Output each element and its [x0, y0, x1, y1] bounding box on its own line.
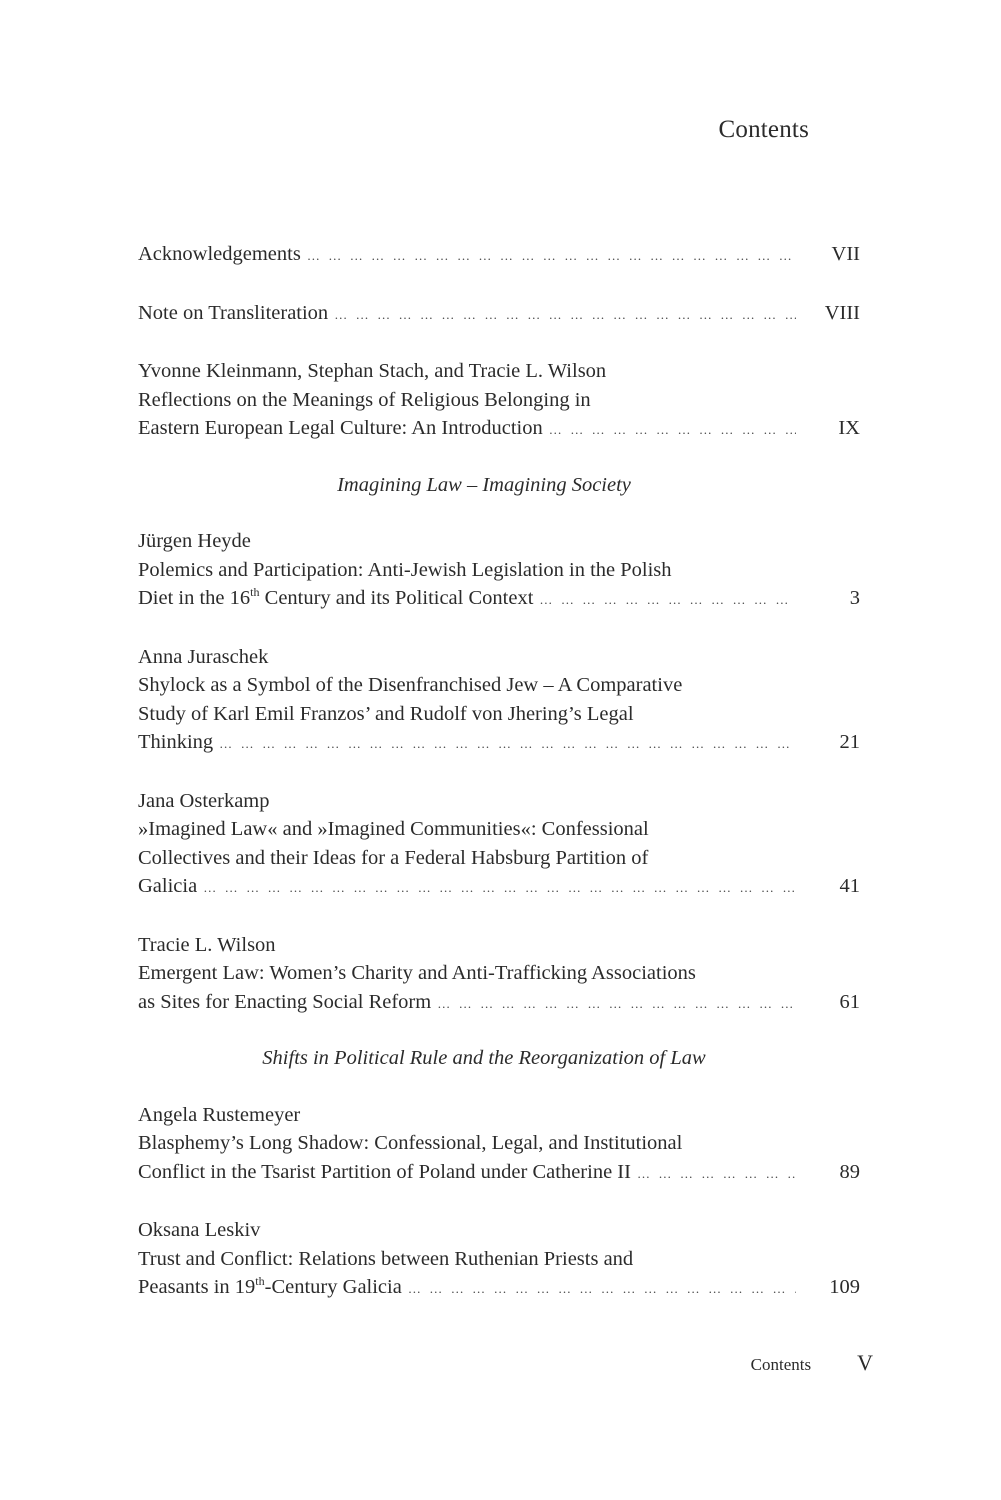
section-heading-imagining-law: Imagining Law – Imagining Society	[337, 473, 631, 496]
toc-entry-title-line: Eastern European Legal Culture: An Introduction	[138, 417, 543, 439]
toc-page-number: 21	[839, 731, 860, 753]
toc-entry-author: Tracie L. Wilson	[138, 933, 276, 956]
dot-leader	[203, 874, 796, 903]
toc-entry-title-line: Galicia	[138, 875, 198, 897]
page-title: Contents	[718, 116, 809, 143]
toc-entry-introduction[interactable]	[138, 357, 860, 443]
toc-page-number: VIII	[824, 301, 860, 324]
dot-leader	[307, 242, 796, 271]
toc-page-number: 61	[839, 990, 860, 1013]
toc-entry-author: Jürgen Heyde	[138, 530, 251, 552]
toc-entry-author: Anna Juraschek	[138, 645, 269, 668]
dot-leader	[637, 1160, 796, 1189]
toc-entry-title-line: Emergent Law: Women’s Charity and Anti-Trafficking Associations	[138, 962, 696, 984]
toc-entry-leskiv[interactable]	[138, 1216, 860, 1302]
toc-entry-acknowledgements[interactable]	[138, 240, 860, 269]
running-footer	[751, 1350, 873, 1376]
dot-leader	[219, 730, 796, 759]
table-of-contents	[138, 240, 860, 1302]
running-footer-label: Contents	[750, 1355, 812, 1374]
toc-entry-title-line: »Imagined Law« and »Imagined Communities«: Confessional	[138, 818, 649, 840]
toc-page-number: 89	[839, 1160, 860, 1183]
toc-entry-title-line: Trust and Conflict: Relations between Ruthenian Priests and	[138, 1247, 634, 1270]
dot-leader	[549, 416, 796, 445]
folio-page-number: V	[857, 1350, 873, 1375]
toc-page-number: VII	[831, 243, 860, 265]
dot-leader	[334, 301, 796, 330]
toc-entry-title-line: Collectives and their Ideas for a Federal Habsburg Partition of	[138, 846, 649, 869]
toc-entry-osterkamp[interactable]	[138, 787, 860, 901]
toc-entry-title-line: Shylock as a Symbol of the Disenfranchised Jew – A Comparative	[138, 674, 683, 696]
toc-entry-title-line: Thinking	[138, 731, 214, 753]
toc-entry-authors: Yvonne Kleinmann, Stephan Stach, and Tracie L. Wilson	[138, 360, 607, 382]
toc-entry-title-line: Conflict in the Tsarist Partition of Poland under Catherine II	[138, 1160, 631, 1183]
toc-entry-author: Oksana Leskiv	[138, 1219, 261, 1241]
toc-entry-title-line: Diet in the 16th Century and its Political Context	[138, 585, 534, 609]
toc-entry-author: Angela Rustemeyer	[138, 1103, 301, 1126]
toc-entry-wilson[interactable]	[138, 931, 860, 1017]
toc-page-number: 41	[839, 875, 860, 897]
toc-entry-title-line: Polemics and Participation: Anti-Jewish Legislation in the Polish	[138, 558, 672, 581]
dot-leader	[539, 586, 796, 615]
toc-entry-author: Jana Osterkamp	[138, 789, 270, 812]
toc-entry-title-line: Blasphemy’s Long Shadow: Confessional, Legal, and Institutional	[138, 1132, 683, 1154]
toc-entry-title-line: as Sites for Enacting Social Reform	[138, 990, 432, 1013]
toc-entry-title: Acknowledgements	[138, 243, 301, 265]
toc-entry-rustemeyer[interactable]	[138, 1101, 860, 1187]
dot-leader	[408, 1275, 796, 1304]
toc-entry-title: Note on Transliteration	[138, 301, 329, 324]
toc-page-number: IX	[838, 417, 860, 439]
toc-page-number: 109	[829, 1276, 860, 1298]
toc-entry-juraschek[interactable]	[138, 643, 860, 757]
toc-entry-title-line: Study of Karl Emil Franzos’ and Rudolf von Jhering’s Legal	[138, 702, 634, 725]
section-heading-shifts-in-political-rule: Shifts in Political Rule and the Reorganization of Law	[262, 1047, 706, 1069]
toc-entry-transliteration[interactable]	[138, 299, 860, 328]
toc-entry-title-line: Peasants in 19th-Century Galicia	[138, 1274, 402, 1298]
toc-entry-heyde[interactable]	[138, 527, 860, 613]
toc-entry-title-line: Reflections on the Meanings of Religious Belonging in	[138, 388, 591, 411]
dot-leader	[437, 990, 796, 1019]
toc-page-number: 3	[849, 587, 860, 609]
